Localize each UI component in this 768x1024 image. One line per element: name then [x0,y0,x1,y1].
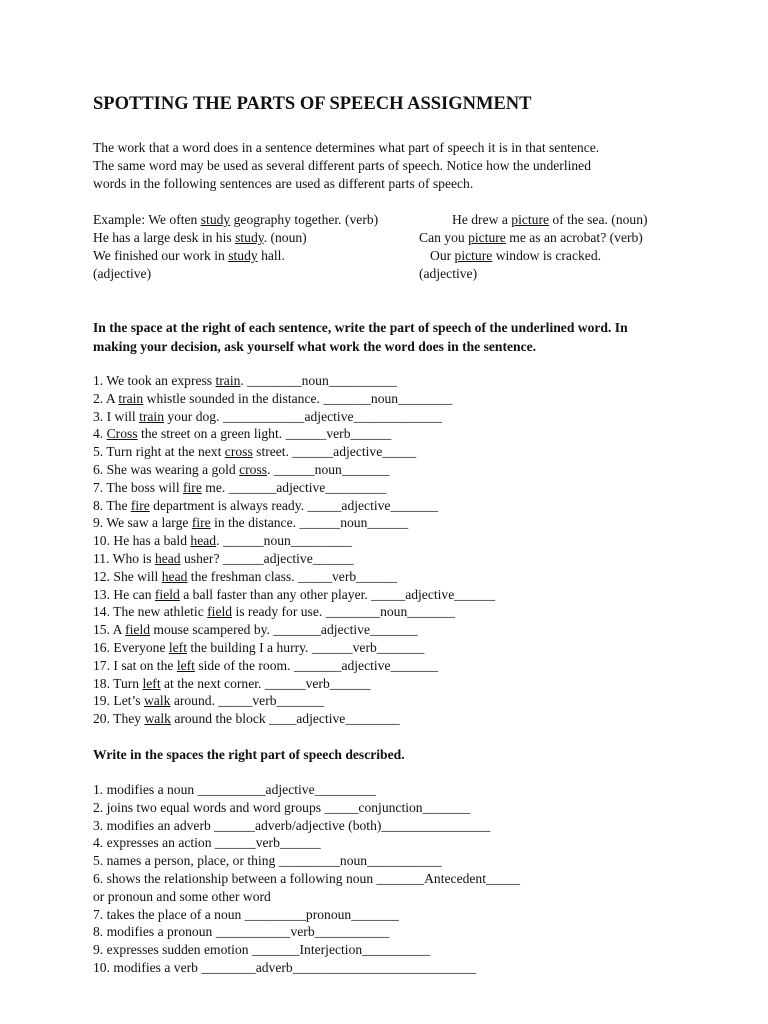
underlined-word: study [200,212,231,227]
definition-list [93,781,733,977]
underlined-word: left [176,657,195,673]
example-text: (adjective) [419,266,478,281]
sentence-text: 16. Everyone [93,639,169,655]
sentence-text: 17. I sat on the [93,657,177,673]
sentence-text: me. [201,479,229,495]
sentence-text: at the next corner. [160,675,265,691]
sentence-item [93,586,733,604]
underlined-word: picture [468,230,506,245]
definition-item: or pronoun and some other word [93,888,271,904]
sentence-text: the street on a green light. [137,426,286,442]
underlined-word: fire [191,515,211,531]
sentence-text: a ball faster than any other player. [179,586,372,602]
definition-item: 9. expresses sudden emotion _______Interjection__________ [93,942,431,958]
sentence-text: around. [170,693,219,709]
underlined-word: head [161,568,188,584]
answer-blank: _______adjective_______ [293,657,439,673]
sentence-text: the freshman class. [187,568,299,584]
underlined-word: cross [239,461,268,477]
example-row [93,211,733,229]
intro-line: The work that a word does in a sentence determines what part of speech it is in that sentence. [93,140,600,155]
answer-blank: ________noun_______ [325,604,455,620]
definition-item: 5. names a person, place, or thing _________noun___________ [93,853,442,869]
example-text: geography together. (verb) [230,212,379,227]
example-text: We finished our work in [93,248,229,263]
answer-blank: ______noun______ [299,515,409,531]
sentence-text: around the block [170,711,270,727]
sentence-item [93,657,733,675]
sentence-item [93,425,733,443]
example-text: of the sea. (noun) [549,212,648,227]
example-text: He drew a [452,212,512,227]
underlined-word: fire [130,497,150,513]
example-right [419,265,477,283]
sentence-item [93,692,733,710]
sentence-text: 6. She was wearing a gold [93,461,240,477]
sentence-text: 13. He can [93,586,155,602]
answer-blank: _____verb_______ [218,693,325,709]
underlined-word: cross [224,444,253,460]
sentence-text: 14. The new athletic [93,604,208,620]
answer-blank: ______adjective_____ [292,444,417,460]
answer-blank: _____adjective______ [371,586,496,602]
sentence-text: is ready for use. [232,604,326,620]
instructions-heading-2: Write in the spaces the right part of speech described. [93,747,405,762]
answer-blank: ______adjective______ [222,550,354,566]
example-right [452,211,648,229]
sentence-item [93,390,733,408]
example-text: window is cracked. [492,248,602,263]
sentence-text: 19. Let’s [93,693,144,709]
underlined-word: picture [511,212,550,227]
example-text: hall. [257,248,285,263]
sentence-item [93,603,733,621]
example-text: (adjective) [93,266,152,281]
underlined-word: walk [143,693,171,709]
sentence-text: 1. We took an express [93,373,216,388]
definition-item: 3. modifies an adverb ______adverb/adjective (both)________________ [93,817,491,833]
definition-item: 7. takes the place of a noun _________pronoun_______ [93,906,399,922]
sentence-text: 20. They [93,711,145,727]
sentence-text: 2. A [93,390,119,406]
sentence-item [93,675,733,693]
answer-blank: ______verb______ [264,675,371,691]
intro-paragraph [93,139,693,193]
sentence-item [93,568,733,586]
sentence-text: 8. The [93,497,131,513]
definition-item: 10. modifies a verb ________adverb___________________________ [93,959,477,975]
example-text: Example: We often [93,212,201,227]
underlined-word: left [142,675,161,691]
underlined-word: train [215,373,241,388]
sentence-text: 15. A [93,622,126,638]
definition-item: 8. modifies a pronoun ___________verb___________ [93,924,390,940]
sentence-item [93,639,733,657]
underlined-word: Cross [106,426,138,442]
example-row [93,229,733,247]
sentence-text: 7. The boss will [93,479,183,495]
answer-blank: ______verb______ [285,426,392,442]
sentence-text: usher? [180,550,223,566]
sentence-text: . [216,533,223,549]
answer-blank: _______adjective_________ [228,479,387,495]
underlined-word: field [154,586,180,602]
sentence-item [93,550,733,568]
example-left [93,211,378,229]
sentence-text: side of the room. [194,657,294,673]
page-title: SPOTTING THE PARTS OF SPEECH ASSIGNMENT [93,94,532,114]
underlined-word: train [139,408,164,424]
sentence-text: 10. He has a bald [93,533,191,549]
underlined-word: left [168,639,187,655]
definition-item: 1. modifies a noun __________adjective_________ [93,782,376,797]
sentence-text: 5. Turn right at the next [93,444,225,460]
underlined-word: field [125,622,151,638]
instructions-heading: In the space at the right of each sentence, write the part of speech of the underlined word. In making your decision, ask yourself what work the word does in the sentence. [93,320,628,354]
sentence-text: your dog. [164,408,223,424]
underlined-word: field [207,604,233,620]
sentence-item [93,532,733,550]
example-row [93,247,733,265]
sentence-item [93,461,733,479]
example-left [93,229,307,247]
sentence-item [93,443,733,461]
sentence-text: the building I a hurry. [187,639,312,655]
sentence-text: whistle sounded in the distance. [143,390,324,406]
example-text: . (noun) [263,230,307,245]
underlined-word: head [154,550,181,566]
example-right [430,247,601,265]
intro-line: words in the following sentences are used as different parts of speech. [93,176,474,191]
example-row [93,265,733,283]
example-text: Can you [419,230,469,245]
sentence-text: 12. She will [93,568,162,584]
answer-blank: _______adjective_______ [273,622,418,638]
underlined-word: head [190,533,217,549]
definition-item: 2. joins two equal words and word groups _____conjunction_______ [93,799,471,815]
example-text: Our [430,248,455,263]
sentence-text: . [267,461,274,477]
example-right [419,229,643,247]
sentence-item [93,372,733,390]
answer-blank: _____adjective_______ [307,497,439,513]
example-text: me as an acrobat? (verb) [505,230,643,245]
underlined-word: walk [144,711,171,727]
answer-blank: ______verb_______ [311,639,425,655]
sentence-item [93,621,733,639]
example-left [93,265,151,283]
intro-line: The same word may be used as several different parts of speech. Notice how the underlined [93,158,592,173]
answer-blank: ______noun_______ [273,461,390,477]
sentence-item [93,497,733,515]
sentence-item [93,479,733,497]
underlined-word: study [235,230,264,245]
answer-blank: ____________adjective_____________ [222,408,442,424]
sentence-text: 4. [93,426,107,442]
underlined-word: fire [183,479,202,495]
sentence-text: mouse scampered by. [150,622,274,638]
answer-blank: _______noun________ [323,390,453,406]
sentence-text: in the distance. [210,515,300,531]
sentence-item [93,408,733,426]
answer-blank: _____verb______ [298,568,397,584]
underlined-word: study [228,248,258,263]
definition-item: 6. shows the relationship between a following noun _______Antecedent_____ [93,870,520,886]
sentence-text: department is always ready. [149,497,308,513]
sentence-text: . [240,373,248,388]
answer-blank: ____adjective________ [269,711,400,727]
answer-blank: ______noun_________ [222,533,353,549]
example-text: He has a large desk in his [93,230,236,245]
sentence-text: 3. I will [93,408,140,424]
sentence-item [93,514,733,532]
sentence-text: 9. We saw a large [93,515,192,531]
underlined-word: train [118,390,144,406]
answer-blank: ________noun__________ [247,373,397,388]
sentence-text: street. [252,444,293,460]
sentence-list [93,372,733,728]
sentence-text: 18. Turn [93,675,143,691]
definition-item: 4. expresses an action ______verb______ [93,835,321,851]
underlined-word: picture [454,248,493,263]
sentence-item [93,710,733,728]
example-left [93,247,285,265]
sentence-text: 11. Who is [93,550,155,566]
